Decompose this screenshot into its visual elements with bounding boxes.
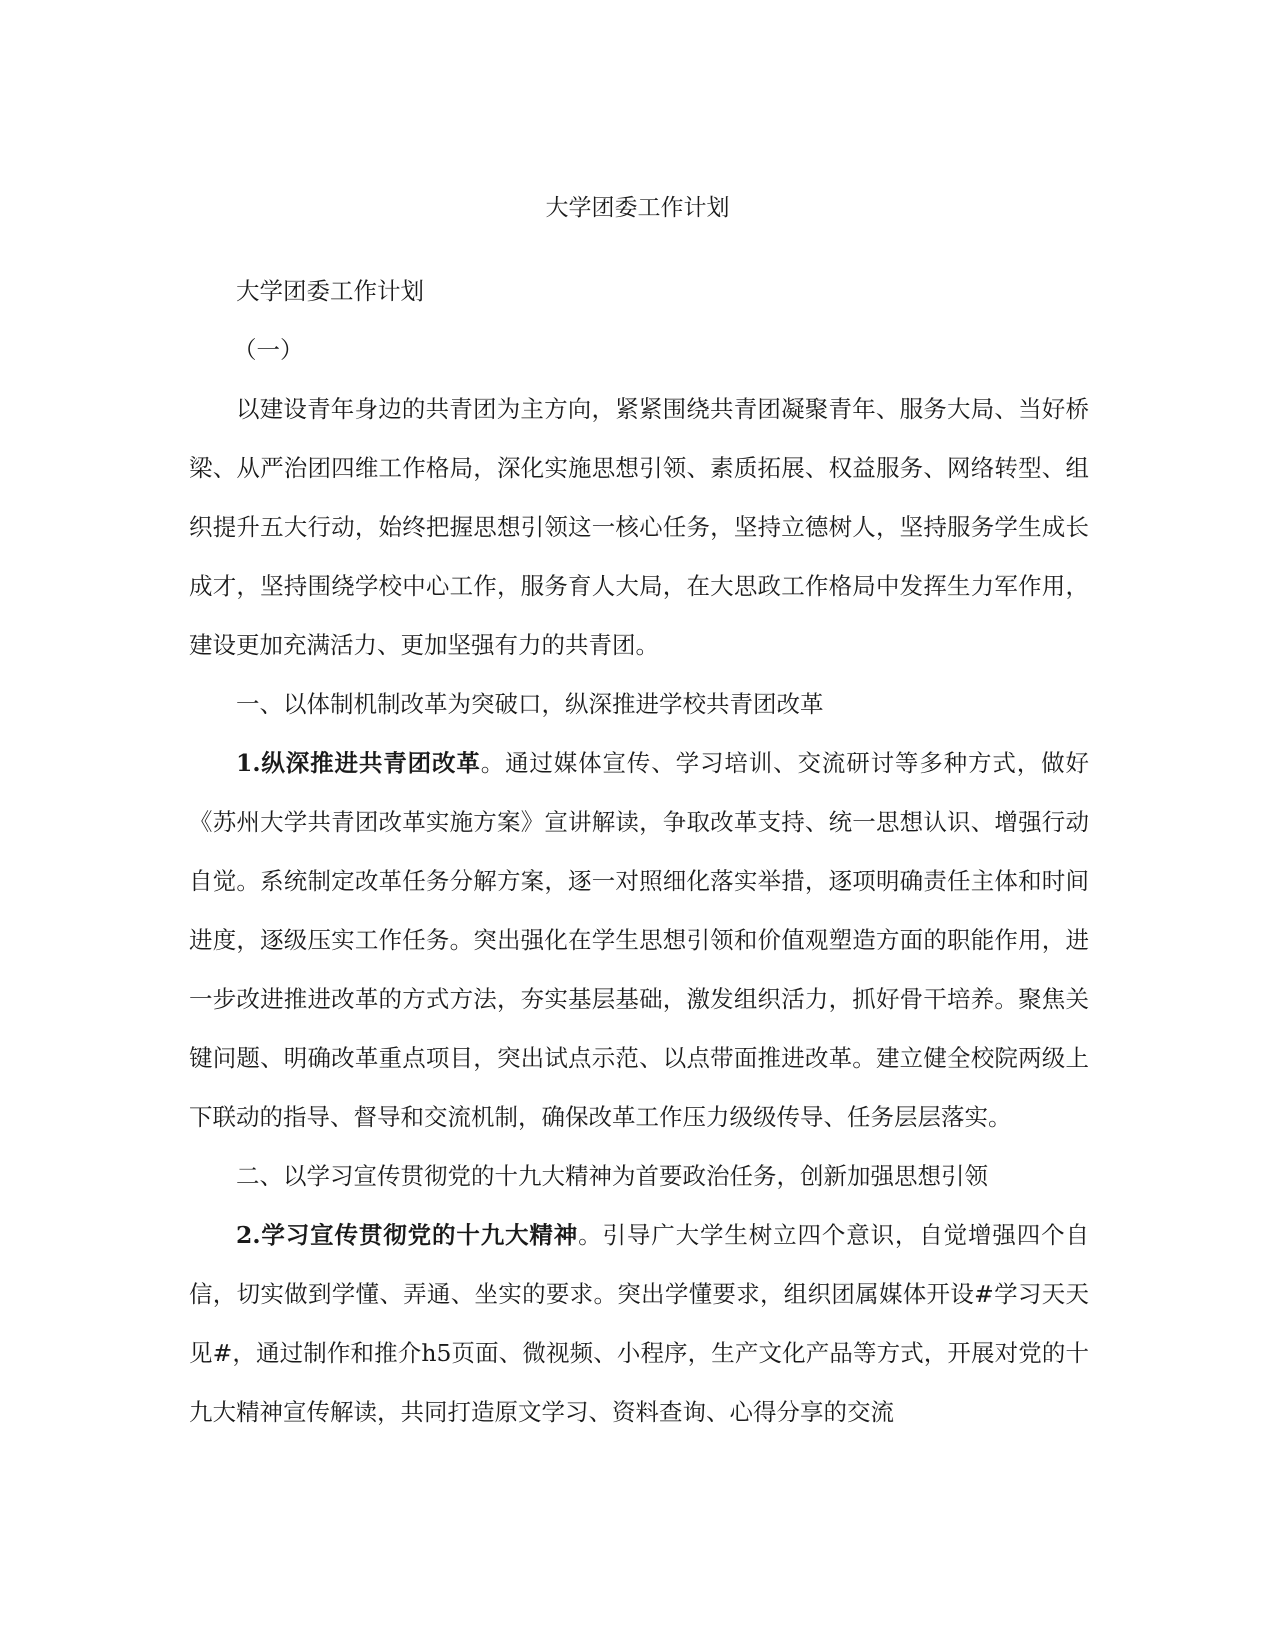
- document-subtitle: 大学团委工作计划: [236, 277, 424, 305]
- document-body: [189, 262, 1089, 1442]
- document-title: 大学团委工作计划: [545, 195, 730, 221]
- item-lead-1: 1.纵深推进共青团改革: [236, 749, 481, 777]
- item-paragraph-1: [189, 734, 1089, 1147]
- item-text-2: 。引导广大学生树立四个意识，自觉增强四个自信，切实做到学懂、弄通、坐实的要求。突出学懂要求，组织团属媒体开设#学习天天见#，通过制作和推介h5页面、微视频、小程序，生产文化产品等方式，开展对党的十九大精神宣传解读，共同打造原文学习、资料查询、心得分享的交流: [189, 1221, 1089, 1426]
- section-heading-1: 一、以体制机制改革为突破口，纵深推进学校共青团改革: [236, 690, 824, 718]
- part-marker: （一）: [233, 336, 304, 364]
- item-text-1: 。通过媒体宣传、学习培训、交流研讨等多种方式，做好《苏州大学共青团改革实施方案》宣讲解读，争取改革支持、统一思想认识、增强行动自觉。系统制定改革任务分解方案，逐一对照细化落实举措，逐项明确责任主体和时间进度，逐级压实工作任务。突出强化在学生思想引领和价值观塑造方面的职能作用，进一步改进推进改革的方式方法，夯实基层基础，激发组织活力，抓好骨干培养。聚焦关键问题、明确改革重点项目，突出试点示范、以点带面推进改革。建立健全校院两级上下联动的指导、督导和交流机制，确保改革工作压力级级传导、任务层层落实。: [189, 749, 1089, 1131]
- intro-paragraph: 以建设青年身边的共青团为主方向，紧紧围绕共青团凝聚青年、服务大局、当好桥梁、从严治团四维工作格局，深化实施思想引领、素质拓展、权益服务、网络转型、组织提升五大行动，始终把握思想引领这一核心任务，坚持立德树人，坚持服务学生成长成才，坚持围绕学校中心工作，服务育人大局，在大思政工作格局中发挥生力军作用，建设更加充满活力、更加坚强有力的共青团。: [189, 395, 1089, 659]
- item-paragraph-2: [189, 1206, 1089, 1442]
- section-heading-2: 二、以学习宣传贯彻党的十九大精神为首要政治任务，创新加强思想引领: [236, 1162, 988, 1190]
- item-lead-2: 2.学习宣传贯彻党的十九大精神: [236, 1221, 579, 1249]
